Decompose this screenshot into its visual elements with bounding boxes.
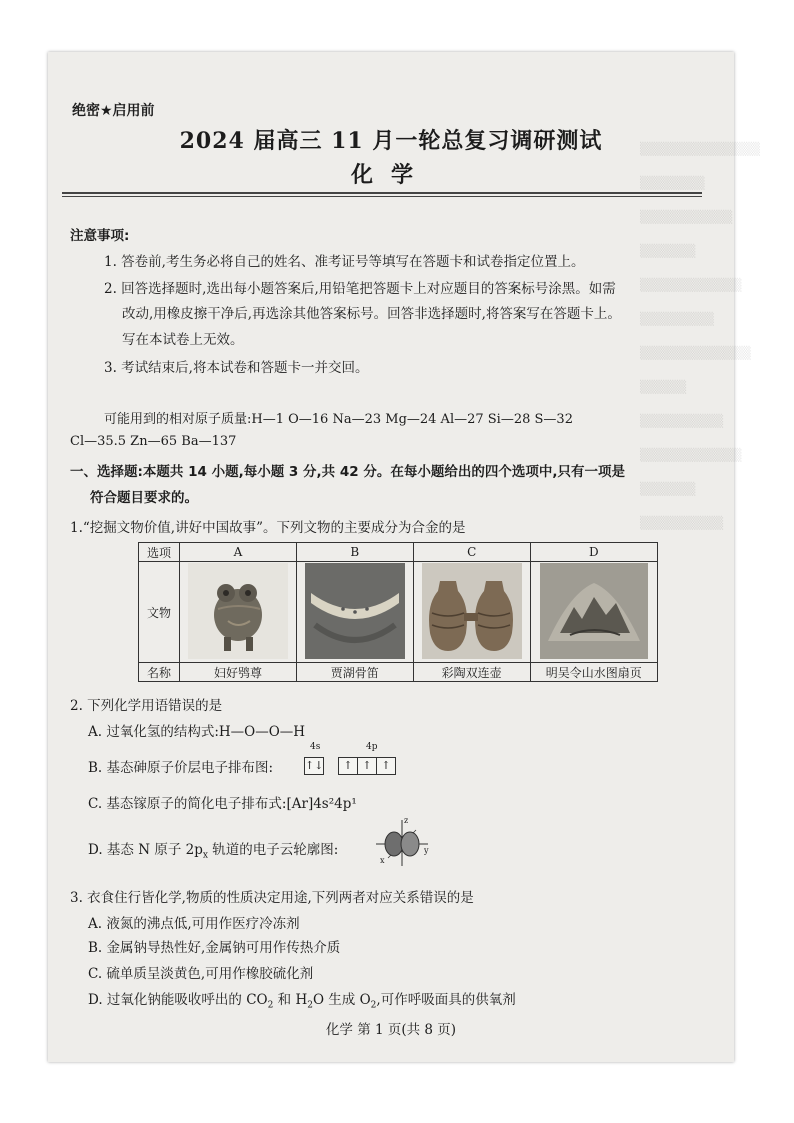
- relic-a-name: 妇好鸮尊: [180, 663, 297, 682]
- q3-d-sub-3: 2: [370, 1000, 377, 1011]
- relic-d-name: 明吴令山水图扇页: [530, 663, 657, 682]
- question-2-option-d: [88, 838, 338, 861]
- notes-item-1: 1. 答卷前,考生务必将自己的姓名、准考证号等填写在答题卡和试卷指定位置上。: [104, 254, 585, 270]
- notes-item-3: 3. 考试结束后,将本试卷和答题卡一并交回。: [104, 360, 369, 376]
- section-1-heading: 一、选择题:本题共 14 小题,每小题 3 分,共 42 分。在每小题给出的四个选项中,只有一项是: [70, 464, 625, 480]
- confidential-label: 绝密★启用前: [72, 103, 155, 119]
- bleed-through-background: ▒▒▒▒▒▒▒▒▒▒▒▒▒ ▒▒▒▒▒▒▒ ▒▒▒▒▒▒▒▒▒▒ ▒▒▒▒▒▒ ▒▒▒▒▒▒▒▒▒▒▒ ▒▒▒▒▒▒▒▒ ▒▒▒▒▒▒▒▒▒▒▒▒ ▒▒▒▒▒ ▒▒▒▒▒▒▒▒▒ ▒▒▒▒▒▒▒▒▒▒▒ ▒▒▒▒▒▒ ▒▒▒▒▒▒▒▒▒: [640, 142, 760, 530]
- question-2-option-c-text: C. 基态镓原子的简化电子排布式:: [88, 796, 287, 812]
- table-header-option: 选项: [139, 543, 180, 562]
- gallium-electron-config: [Ar]4s²4p¹: [286, 796, 357, 812]
- twin-pottery-pot-image: [422, 563, 522, 659]
- orbital-4p-cell-3: ↑: [376, 757, 396, 775]
- axis-x-label: x: [380, 856, 385, 865]
- question-2-stem: 2. 下列化学用语错误的是: [70, 698, 223, 714]
- relic-c-photo: [413, 562, 530, 663]
- relic-a-photo: [180, 562, 297, 663]
- orbital-4s-label: 4s: [310, 742, 321, 752]
- atomic-mass-line-2: Cl—35.5 Zn—65 Ba—137: [70, 434, 237, 449]
- orbital-subscript: x: [202, 850, 208, 861]
- question-1-stem: 1.“挖掘文物价值,讲好中国故事”。下列文物的主要成分为合金的是: [70, 520, 466, 536]
- question-2-option-d-text-end: 轨道的电子云轮廓图:: [207, 842, 339, 858]
- option-a-header: A: [180, 543, 297, 562]
- relic-d-photo: [530, 562, 657, 663]
- relic-b-name: 贾湖骨笛: [296, 663, 413, 682]
- question-2-option-c: [88, 792, 357, 812]
- notes-item-2: 2. 回答选择题时,选出每小题答案后,用铅笔把答题卡上对应题目的答案标号涂黑。如需: [104, 281, 616, 297]
- orbital-4s-box: [304, 755, 323, 775]
- title-divider-thin: [62, 196, 702, 197]
- orbital-4p-boxes: [338, 755, 395, 775]
- landscape-fan-painting-image: [540, 563, 648, 659]
- axis-y-label: y: [424, 846, 429, 855]
- orbital-4s-cell: ↑↓: [304, 757, 324, 775]
- table-header-relic: 文物: [139, 562, 180, 663]
- question-2-option-d-text: D. 基态 N 原子 2p: [88, 842, 203, 858]
- option-d-header: D: [530, 543, 657, 562]
- question-3-option-d: [88, 988, 516, 1011]
- option-b-header: B: [296, 543, 413, 562]
- notes-heading: 注意事项:: [70, 228, 130, 244]
- question-3-option-a: A. 液氮的沸点低,可用作医疗冷冻剂: [88, 916, 300, 932]
- relics-table: [138, 542, 658, 682]
- q3-d-text-3: O 生成 O: [312, 992, 371, 1008]
- exam-title: 2024 届高三 11 月一轮总复习调研测试: [179, 128, 603, 154]
- orbital-4p-cell-2: ↑: [357, 757, 377, 775]
- notes-item-2-cont2: 写在本试卷上无效。: [122, 332, 244, 348]
- question-2-option-b: [88, 756, 273, 776]
- table-header-name: 名称: [139, 663, 180, 682]
- notes-item-2-cont: 改动,用橡皮擦干净后,再选涂其他答案标号。回答非选择题时,将答案写在答题卡上。: [122, 306, 621, 322]
- question-3-option-b: B. 金属钠导热性好,金属钠可用作传热介质: [88, 940, 341, 956]
- title-divider: [62, 192, 702, 194]
- option-c-header: C: [413, 543, 530, 562]
- exam-paper: [48, 52, 760, 1062]
- question-3-option-c: C. 硫单质呈淡黄色,可用作橡胶硫化剂: [88, 966, 314, 982]
- q3-d-text-1: D. 过氧化钠能吸收呼出的 CO: [88, 992, 268, 1008]
- section-1-heading-cont: 符合题目要求的。: [90, 490, 198, 506]
- relic-b-photo: [296, 562, 413, 663]
- atomic-mass-line-1: 可能用到的相对原子质量:H—1 O—16 Na—23 Mg—24 Al—27 Si—28 S—32: [104, 412, 573, 427]
- question-2-option-a: A. 过氧化氢的结构式:H—O—O—H: [88, 724, 306, 740]
- q3-d-sub-2: 2: [307, 1000, 313, 1011]
- orbital-4p-label: 4p: [366, 742, 378, 752]
- bone-flute-image: [305, 563, 405, 659]
- relic-c-name: 彩陶双连壶: [413, 663, 530, 682]
- q3-d-text-2: 和 H: [273, 992, 308, 1008]
- axis-z-label: z: [404, 816, 409, 825]
- subject-title: 化学: [350, 162, 431, 188]
- q3-d-sub-1: 2: [267, 1000, 274, 1011]
- page-footer: 化学 第 1 页(共 8 页): [325, 1022, 457, 1038]
- q3-d-text-4: ,可作呼吸面具的供氧剂: [376, 992, 516, 1008]
- question-2-option-b-text: B. 基态砷原子价层电子排布图:: [88, 760, 274, 776]
- orbital-4p-cell-1: ↑: [338, 757, 358, 775]
- p-orbital-diagram: [372, 818, 432, 868]
- question-3-stem: 3. 衣食住行皆化学,物质的性质决定用途,下列两者对应关系错误的是: [70, 890, 474, 906]
- owl-zun-vessel-image: [188, 563, 288, 659]
